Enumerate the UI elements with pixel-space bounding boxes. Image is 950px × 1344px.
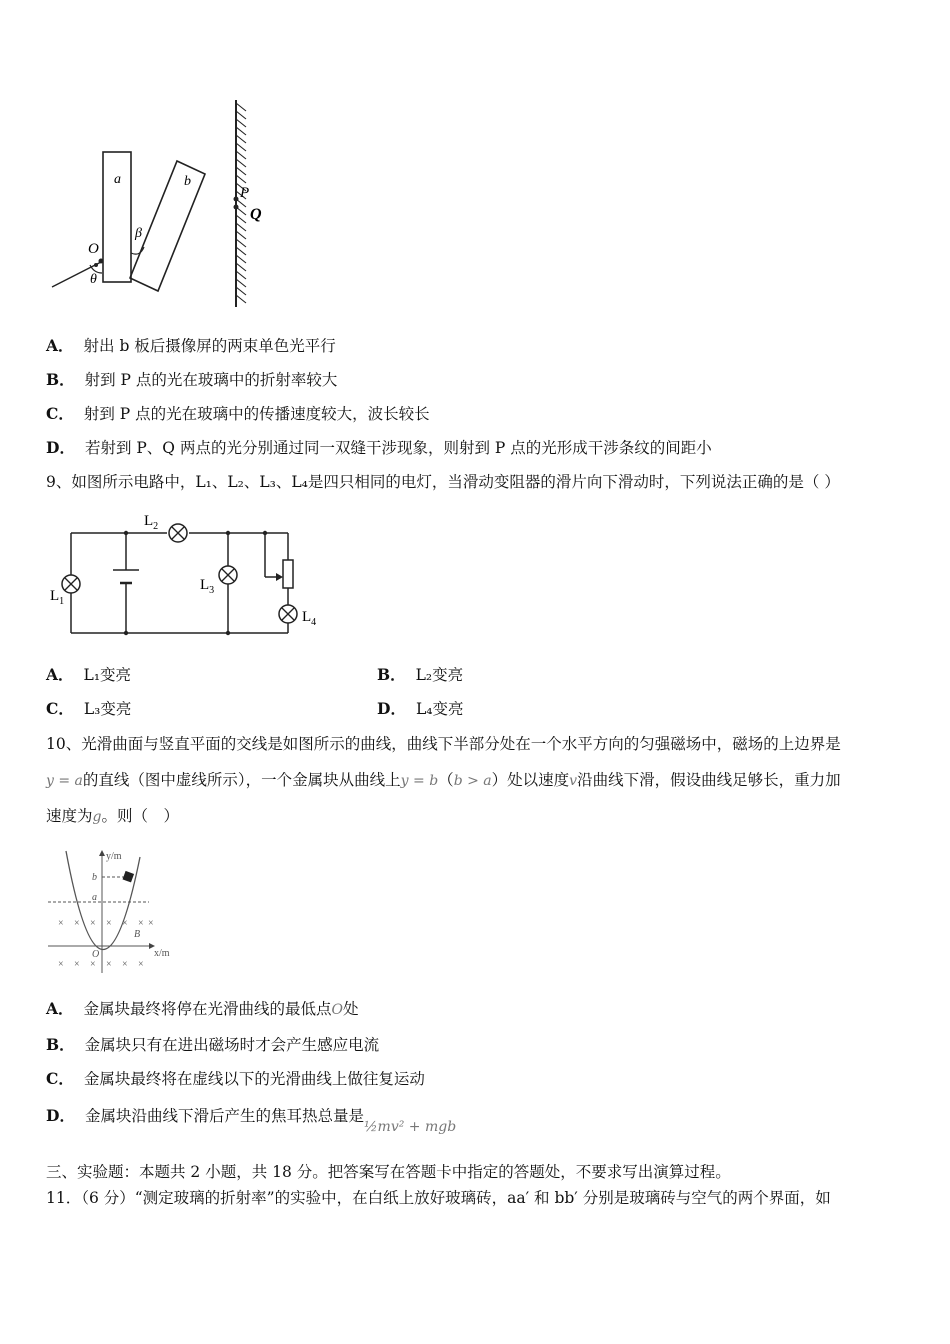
svg-text:L1: $L_1$ [50, 588, 65, 607]
svg-text:×: × [138, 959, 144, 970]
lamp-L4 [279, 605, 297, 623]
q10-stem-line1: 10、光滑曲面与竖直平面的交线是如图所示的曲线，曲线下半部分处在一个水平方向的匀强磁场中，磁场的上边界是 [46, 735, 841, 753]
q10-option-b: B． 金属块只有在进出磁场时才会产生感应电流 [46, 1035, 380, 1054]
svg-text:×: × [106, 918, 112, 929]
lamp-L1 [62, 575, 80, 593]
svg-text:×: × [122, 918, 128, 929]
q10-stem-line2: y = a的直线（图中虚线所示），一个金属块从曲线上y = b（b > a）处以速度v沿曲线下滑，假设曲线足够长，重力加 [46, 771, 841, 789]
svg-text:y/m: y/m [106, 851, 122, 862]
svg-text:×: × [58, 918, 64, 929]
label-a: a [114, 172, 121, 187]
q10-option-d: D． 金属块沿曲线下滑后产生的焦耳热总量是½mv² + mgb [46, 1106, 457, 1135]
section3-heading: 三、实验题：本题共 2 小题，共 18 分。把答案写在答题卡中指定的答题处，不要求写出演算过程。 [46, 1163, 731, 1181]
svg-text:B: B [134, 929, 141, 940]
q8-option-c: C． 射到 P 点的光在玻璃中的传播速度较大，波长较长 [46, 404, 430, 423]
svg-text:×: × [138, 918, 144, 929]
label-b: b [184, 174, 191, 189]
svg-text:×: × [74, 959, 80, 970]
label-beta: β [135, 226, 142, 241]
q10-option-a: A． 金属块最终将停在光滑曲线的最低点O处 [46, 999, 359, 1018]
q11-stem: 11．（6 分）“测定玻璃的折射率”的实验中，在白纸上放好玻璃砖，aa′ 和 bb′ 分别是玻璃砖与空气的两个界面，如 [46, 1189, 831, 1207]
curve-magnetic-field-graph [44, 845, 194, 975]
svg-text:×: × [90, 918, 96, 929]
svg-text:×: × [58, 959, 64, 970]
label-P: P [240, 185, 250, 201]
svg-text:×: × [90, 959, 96, 970]
q10-option-c: C． 金属块最终将在虚线以下的光滑曲线上做往复运动 [46, 1069, 425, 1088]
q10-stem-line3: 速度为g。则（ ） [46, 807, 179, 825]
lamp-L2 [169, 524, 187, 542]
svg-text:a: a [92, 892, 97, 903]
svg-text:×: × [106, 959, 112, 970]
q8-option-a: A． 射出 b 板后摄像屏的两束单色光平行 [46, 336, 336, 355]
label-Q: Q [250, 206, 262, 223]
svg-text:L4: $L_4$ [302, 609, 317, 628]
q9-option-b: B． L₂变亮 [377, 665, 464, 684]
svg-text:×: × [148, 918, 154, 929]
q9-option-a: A． L₁变亮 [46, 665, 132, 684]
label-theta: θ [90, 272, 97, 287]
svg-text:O: O [92, 949, 100, 960]
svg-text:L3: $L_3$ [200, 577, 215, 596]
q9-stem: 9、如图所示电路中，L₁、L₂、L₃、L₄是四只相同的电灯，当滑动变阻器的滑片向下滑动时，下列说法正确的是（ ） [46, 473, 840, 491]
q8-option-d: D． 若射到 P、Q 两点的光分别通过同一双缝干涉现象，则射到 P 点的光形成干涉条纹的间距小 [46, 438, 712, 457]
q9-option-c: C． L₃变亮 [46, 699, 132, 718]
svg-text:×: × [122, 959, 128, 970]
svg-text:×: × [74, 918, 80, 929]
lamp-L3 [219, 566, 237, 584]
refraction-figure [40, 95, 280, 315]
q9-option-d: D． L₄变亮 [377, 699, 464, 718]
circuit-diagram [40, 505, 340, 640]
label-O: O [88, 241, 99, 257]
svg-text:L2: $L_2$ [144, 513, 159, 532]
svg-text:x/m: x/m [154, 948, 170, 959]
svg-text:b: b [92, 872, 97, 883]
q8-option-b: B． 射到 P 点的光在玻璃中的折射率较大 [46, 370, 338, 389]
